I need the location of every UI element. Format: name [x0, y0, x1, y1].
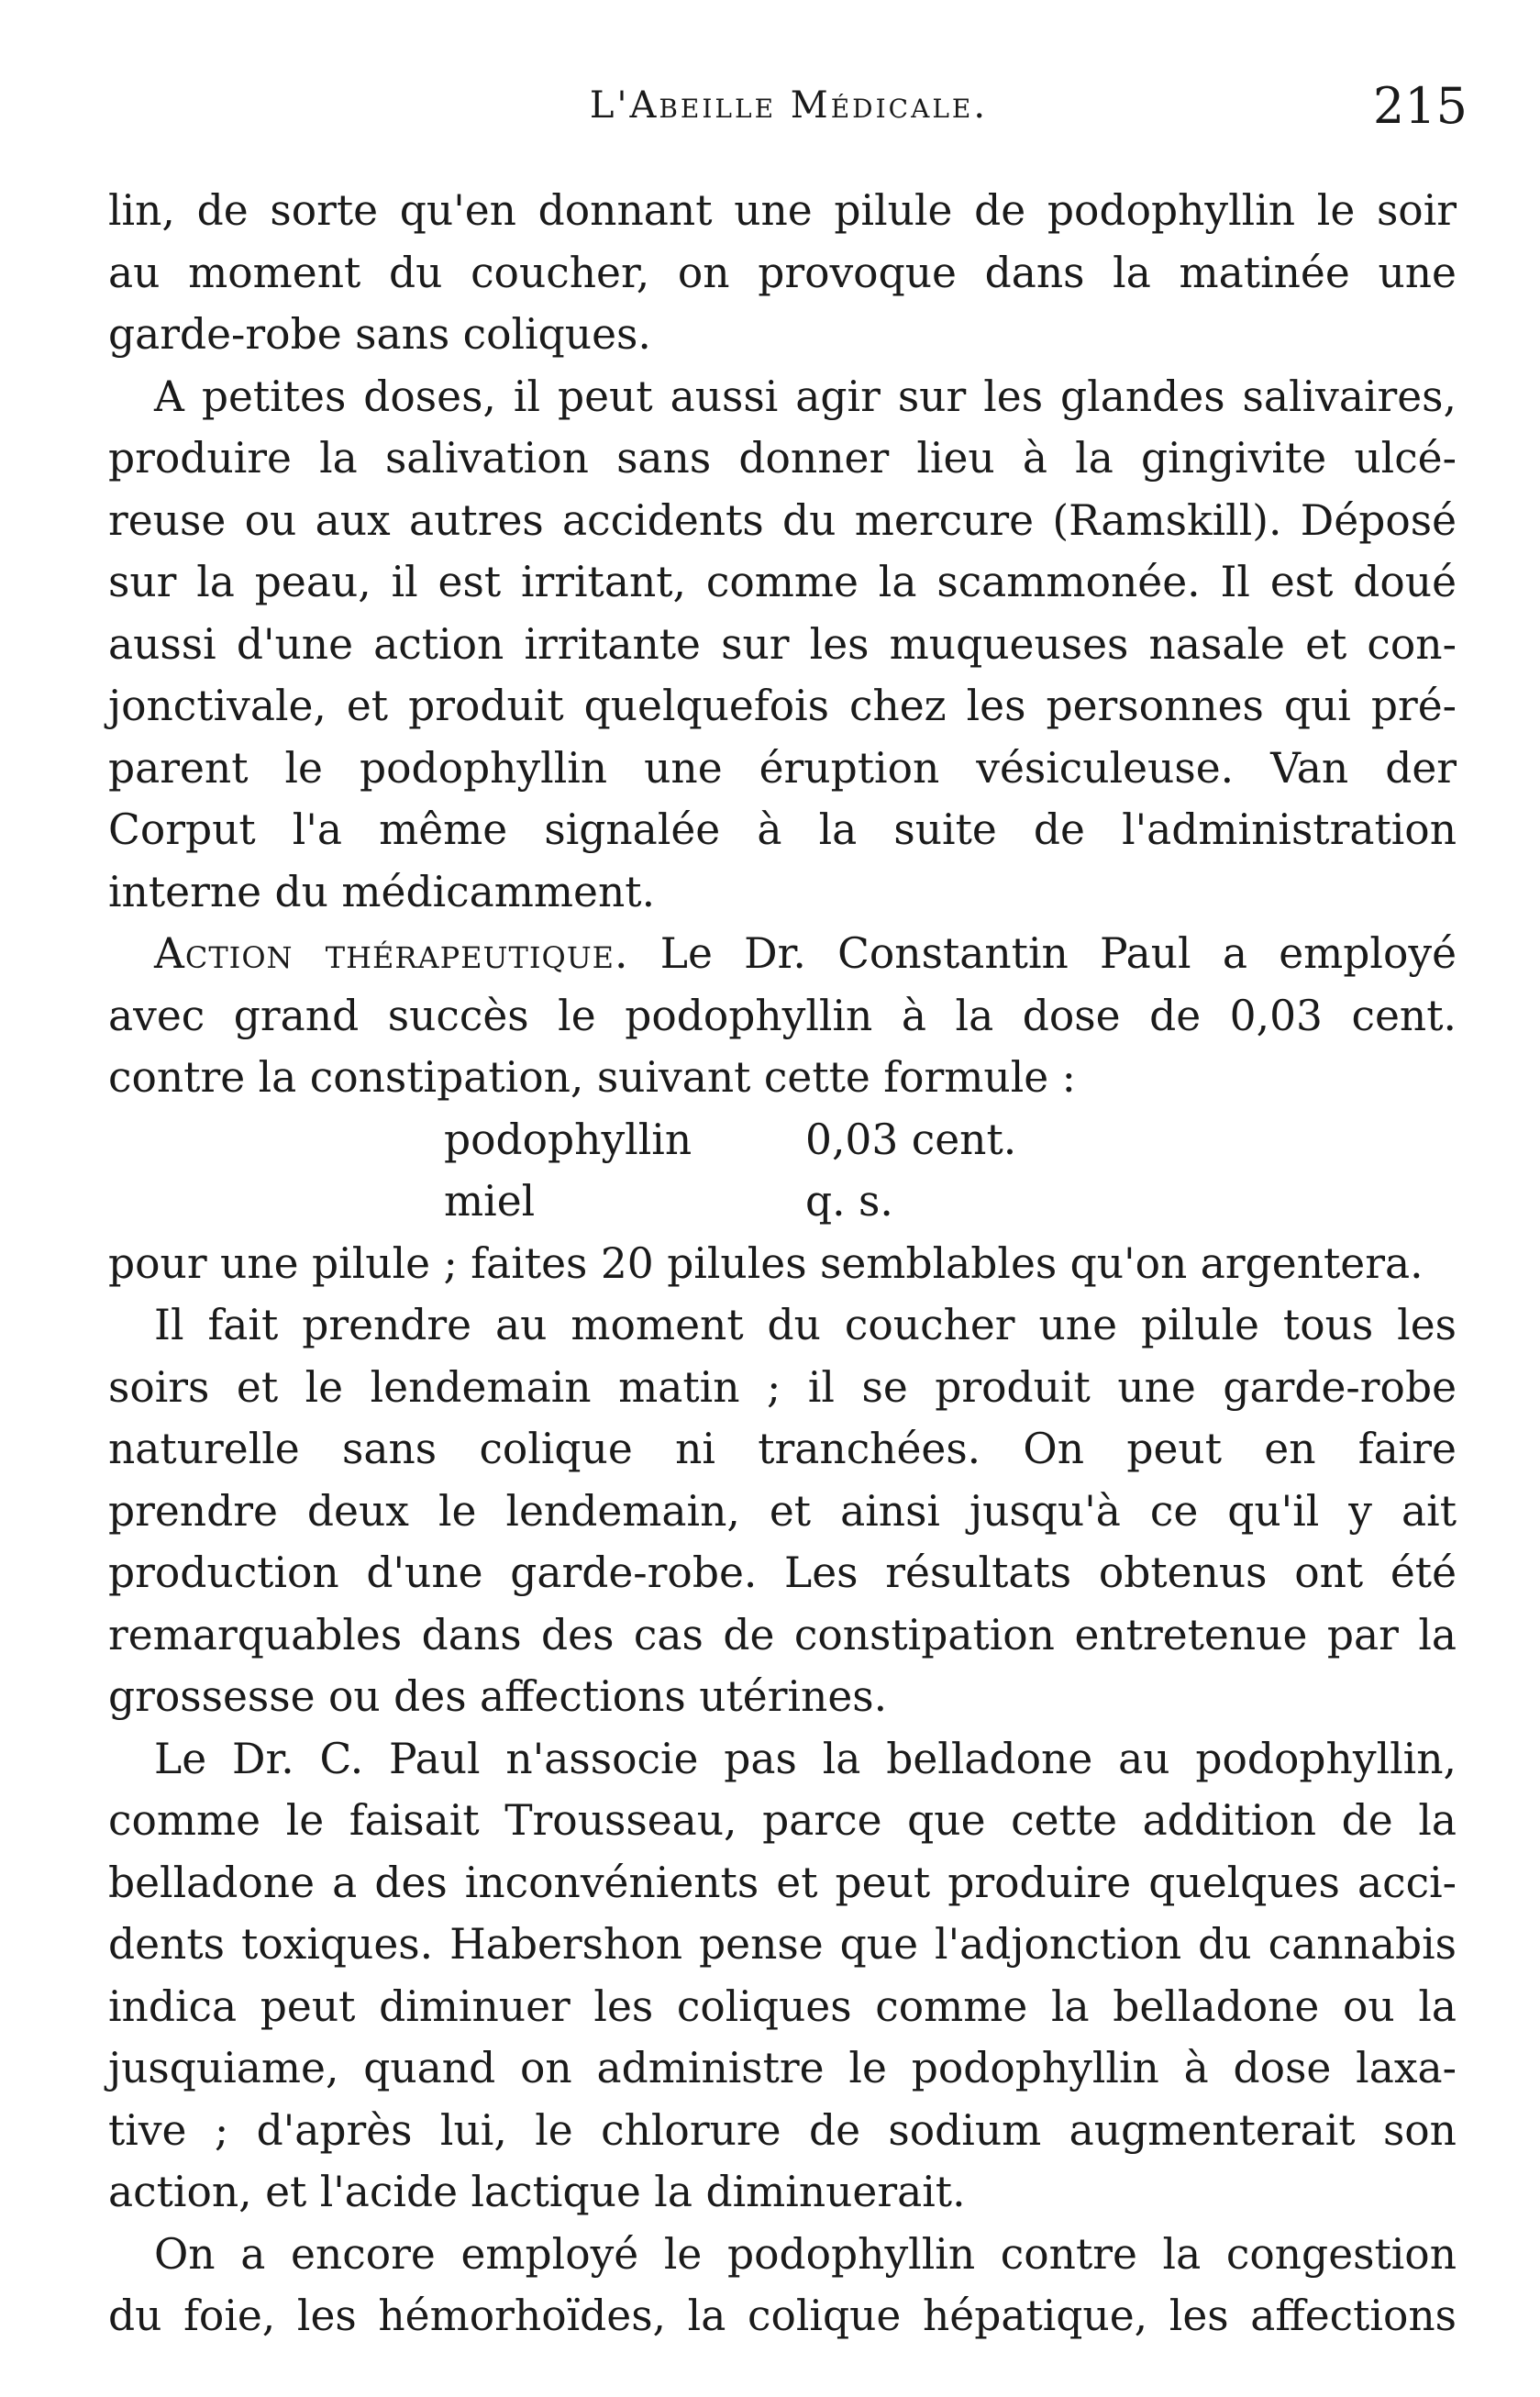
text-line: indica peut diminuer les coliques comme la belladone ou la — [108, 1981, 1457, 2031]
text-line: A petites doses, il peut aussi agir sur les glandes salivaires, — [154, 372, 1457, 421]
formula-quantity: 0,03 cent. — [805, 1115, 1017, 1164]
text-line: reuse ou aux autres accidents du mercure (Ramskill). Déposé — [108, 495, 1457, 545]
running-title: L'Abeille Médicale. — [589, 84, 989, 127]
formula-quantity: q. s. — [805, 1177, 893, 1226]
text-line: Il fait prendre au moment du coucher une pilule tous les — [154, 1301, 1457, 1349]
text-line: soirs et le lendemain matin ; il se produit une garde-robe — [108, 1362, 1457, 1412]
text-line: jusquiame, quand on administre le podophyllin à dose laxa- — [108, 2044, 1457, 2092]
formula-ingredient: miel — [444, 1177, 536, 1226]
body-text — [108, 180, 1457, 2347]
text-line: dents toxiques. Habershon pense que l'adjonction du cannabis — [108, 1920, 1457, 1969]
text-line: prendre deux le lendemain, et ainsi jusqu'à ce qu'il y ait — [108, 1486, 1457, 1536]
text-line: production d'une garde-robe. Les résultats obtenus ont été — [108, 1548, 1457, 1597]
formula-row — [108, 1171, 1457, 1233]
text-line: action, et l'acide lactique la diminuerait. — [108, 2168, 966, 2216]
text-line: parent le podophyllin une éruption vésiculeuse. Van der — [108, 743, 1457, 793]
text-line: aussi d'une action irritante sur les muqueuses nasale et con- — [108, 619, 1457, 669]
section-heading: Action thérapeutique. — [154, 929, 629, 978]
text-line: garde-robe sans coliques. — [108, 310, 651, 359]
text-line: interne du médicamment. — [108, 867, 656, 916]
formula-row — [108, 1109, 1457, 1171]
text-line: Corput l'a même signalée à la suite de l'administration — [108, 805, 1457, 854]
text-line: On a encore employé le podophyllin contre la congestion — [154, 2229, 1457, 2279]
text-line: grossesse ou des affections utérines. — [108, 1672, 888, 1721]
text-line — [108, 923, 1457, 985]
text-line: du foie, les hémorhoïdes, la colique hépatique, les affections — [108, 2292, 1457, 2340]
formula-ingredient: podophyllin — [444, 1115, 692, 1164]
running-head — [110, 77, 1468, 149]
text-line: sur la peau, il est irritant, comme la scammonée. Il est doué — [108, 558, 1457, 606]
text-line: avec grand succès le podophyllin à la dose de 0,03 cent. — [108, 991, 1457, 1040]
page-number: 215 — [1372, 77, 1468, 135]
heading-line-rest: Le Dr. Constantin Paul a employé — [659, 929, 1457, 978]
text-line: belladone a des inconvénients et peut produire quelques acci- — [108, 1858, 1457, 1907]
text-line: comme le faisait Trousseau, parce que cette addition de la — [108, 1796, 1457, 1845]
text-line: lin, de sorte qu'en donnant une pilule de podophyllin le soir — [108, 186, 1457, 235]
text-line: tive ; d'après lui, le chlorure de sodium augmenterait son — [108, 2105, 1457, 2155]
text-line: pour une pilule ; faites 20 pilules semblables qu'on argentera. — [108, 1238, 1424, 1288]
text-line: naturelle sans colique ni tranchées. On peut en faire — [108, 1425, 1457, 1473]
text-line: Le Dr. C. Paul n'associe pas la belladone au podophyllin, — [154, 1734, 1457, 1783]
text-line: jonctivale, et produit quelquefois chez les personnes qui pré- — [108, 682, 1457, 730]
text-line: remarquables dans des cas de constipation entretenue par la — [108, 1610, 1457, 1659]
text-line: contre la constipation, suivant cette formule : — [108, 1053, 1076, 1102]
text-line: produire la salivation sans donner lieu à la gingivite ulcé- — [108, 434, 1457, 483]
text-line: au moment du coucher, on provoque dans la matinée une — [108, 248, 1457, 297]
